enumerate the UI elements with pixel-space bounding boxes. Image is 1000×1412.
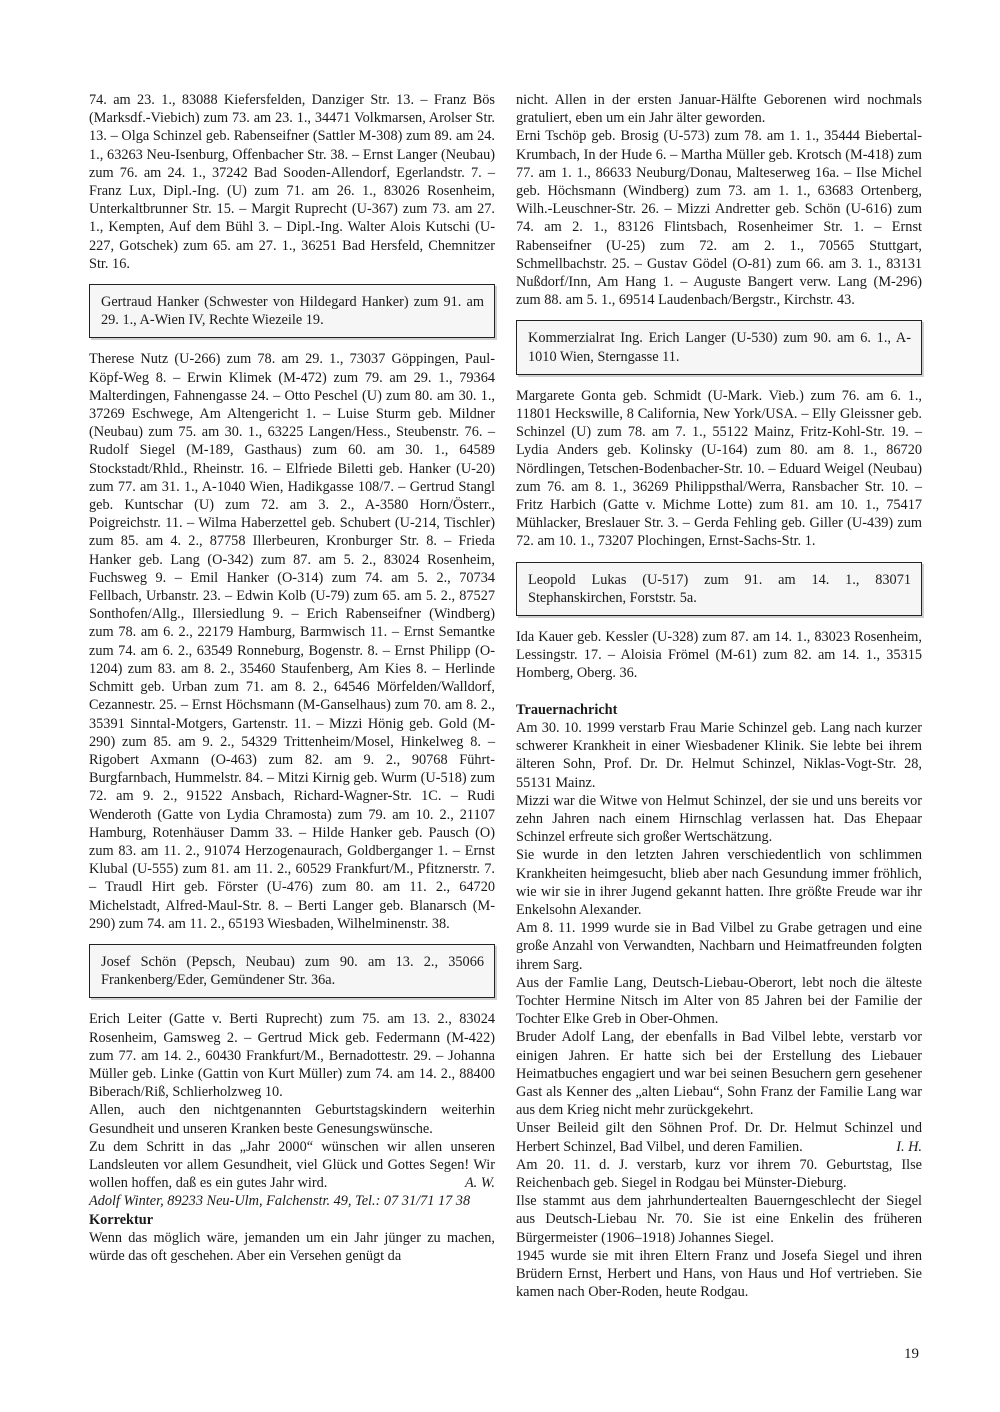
birthday-list-paragraph: Ida Kauer geb. Kessler (U-328) zum 87. am 14. 1., 83023 Rosenheim, Lessingstr. 17. – Aloisia Frömel (M-61) zum 82. am 14. 1., 35315 Homberg, Oberg. 36. bbox=[516, 629, 922, 682]
highlight-box-josef-schoen bbox=[89, 944, 495, 998]
korrektur-paragraph: Wenn das möglich wäre, jemanden um ein Jahr jünger zu machen, würde das oft geschehen. Aber ein Versehen genügt da bbox=[89, 1229, 495, 1264]
highlight-box-leopold-lukas bbox=[516, 562, 922, 616]
obituary-paragraph: Bruder Adolf Lang, der ebenfalls in Bad Vilbel lebte, verstarb vor einigen Jahren. Er hatte sich bei der Erstellung des Liebauer Heimatbuches engagiert und war bei seinen Besuchern gern gesehener Gast als Kenner des „alten Liebau“, Sohn Franz der Familie Lang war aus dem Krieg nicht mehr zurückgekehrt. bbox=[516, 1029, 922, 1119]
obituary-paragraph: Am 20. 11. d. J. verstarb, kurz vor ihrem 70. Geburtstag, Ilse Reichenbach geb. Siegel in Rodgau bei Münster-Dieburg. bbox=[516, 1156, 922, 1191]
obituary-paragraph: Aus der Famlie Lang, Deutsch-Liebau-Oberort, lebt noch die älteste Tochter Hermine Nitsch im Alter von 85 Jahren bei der Familie der Tochter Elke Greb in Ober-Ohmen. bbox=[516, 974, 922, 1028]
new-year-text: Zu dem Schritt in das „Jahr 2000“ wünschen wir allen unseren Landsleuten vor allem Gesundheit, viel Glück und Gottes Segen! Wir wollen hoffen, daß es ein gutes Jahr wird. bbox=[89, 1138, 495, 1192]
obituary-paragraph: 1945 wurde sie mit ihren Eltern Franz und Josefa Siegel und ihren Brüdern Ernst, Herbert und Hans, von Haus und Hof vertrieben. Sie kamen nach Ober-Roden, heute Rodgau. bbox=[516, 1247, 922, 1301]
signature-initials: A. W. bbox=[464, 1175, 495, 1192]
obituary-paragraph: Mizzi war die Witwe von Helmut Schinzel, der sie und uns bereits vor zehn Jahren nach einem Hirnschlag verlassen hat. Das Ehepaar Schinzel erfreute sich großer Wertschätzung. bbox=[516, 792, 922, 846]
birthday-list-paragraph: Therese Nutz (U-266) zum 78. am 29. 1., 73037 Göppingen, Paul-Köpf-Weg 8. – Erwin Klimek (M-472) zum 79. am 29. 1., 79364 Malterdingen, Fahnengasse 24. – Otto Peschel (U) zum 80. am 30. 1., 37269 Eschwege, Am Altengericht 1. – Luise Sturm geb. Mildner (Neubau) zum 75. am 30. 1., 63225 Langen/Hess., Steubenstr. 76. – Rudolf Siegel (M-189, Gasthaus) zum 60. am 30. 1., 64589 Stockstadt/Rhld., Rheinstr. 16. – Elfriede Biletti geb. Hanker (U-20) zum 77. am 31. 1., A-1040 Wien, Hadikgasse 108/7. – Gertrud Stangl geb. Kuntschar (U) zum 72. am 3. 2., A-3580 Horn/Österr., Poigreichstr. 11. – Wilma Haberzettel geb. Schubert (U-214, Tischler) zum 85. am 4. 2., 87758 Illerbeuren, Kronburger Str. 8. – Frieda Hanker geb. Lang (O-342) zum 87. am 5. 2., 83024 Rosenheim, Fuchsweg 9. – Emil Hanker (O-314) zum 74. am 5. 2., 70734 Fellbach, Urbanstr. 23. – Edwin Kolb (U-79) zum 65. am 5. 2., 87527 Sonthofen/Allg., Illersiedlung 9. – Erich Rabenseifner (Windberg) zum 78. am 6. 2., 22179 Hamburg, Barmwisch 11. – Ernst Semantke zum 74. am 6. 2., 63549 Ronneburg, Bogenstr. 8. – Ernst Philipp (O-1204) zum 83. am 8. 2., 35460 Staufenberg, Am Kies 8. – Herlinde Schmitt geb. Urban zum 71. am 8. 2., 64546 Mörfelden/Walldorf, Cezannestr. 25. – Ernst Höchsmann (M-Ganselhaus) zum 70. am 8. 2., 35391 Sinntal-Motgers, Gartenstr. 11. – Mizzi Hönig geb. Gold (M-290) zum 85. am 9. 2., 54329 Trittenheim/Mosel, Hinkelweg 8. – Rigobert Axmann (O-463) zum 82. am 9. 2., 90768 Führt-Burgfarnbach, Hummelstr. 84. – Mitzi Kirnig geb. Wurm (U-518) zum 72. am 9. 2., 91522 Ansbach, Richard-Wagner-Str. 1C. – Rudi Wenderoth (Gatte von Lydia Chramosta) zum 79. am 10. 2., 21107 Hamburg, Rotenhäuser Damm 33. – Hilde Hanker geb. Pausch (O) zum 83. am 11. 2., 91074 Herzogenaurach, Goldberganger 1. – Ernst Klubal (U-555) zum 81. am 11. 2., 60529 Frankfurt/M., Pfitznerstr. 7. – Traudl Hirt geb. Förster (U-476) zum 80. am 11. 2., 64720 Michelstadt, Alfred-Maul-Str. 8. – Berti Langer geb. Blanarsch (M-290) zum 74. am 11. 2., 65193 Wiesbaden, Wilhelminenstr. 38. bbox=[89, 351, 495, 932]
signature-initials: I. H. bbox=[896, 1138, 922, 1155]
new-year-paragraph bbox=[89, 1138, 495, 1193]
obituary-paragraph: Sie wurde in den letzten Jahren verschiedentlich von schlimmen Krankheiten heimgesucht, blieb aber nach Gesundung immer fröhlich, wie wir sie in ihrer Jugend gekannt hatten. Ihre größte Freude war ihr Enkelsohn Alexander. bbox=[516, 847, 922, 918]
obituary-text: Unser Beileid gilt den Söhnen Prof. Dr. Dr. Helmut Schinzel und Herbert Schinzel, Bad Vilbel, und deren Familien. bbox=[516, 1120, 922, 1155]
obituary-paragraph: Am 8. 11. 1999 wurde sie in Bad Vilbel zu Grabe getragen und eine große Anzahl von Verwandten, Nachbarn und Heimatfreunden folgten ihrem Sarg. bbox=[516, 920, 922, 973]
korrektur-heading: Korrektur bbox=[89, 1211, 154, 1228]
obituary-paragraph-signed bbox=[516, 1119, 922, 1155]
highlight-box-text: Kommerzialrat Ing. Erich Langer (U-530) zum 90. am 6. 1., A-1010 Wien, Sterngasse 11. bbox=[528, 330, 911, 365]
left-column bbox=[89, 91, 495, 1265]
birthday-list-paragraph: Erich Leiter (Gatte v. Berti Ruprecht) zum 75. am 13. 2., 83024 Rosenheim, Gamsweg 2. – Gertrud Mick geb. Federmann (M-422) zum 77. am 14. 2., 60430 Frankfurt/M., Bernadottestr. 29. – Johanna Müller geb. Linke (Gattin von Kurt Müller) zum 74. am 14. 2., 88400 Biberach/Riß, Schlierholzweg 10. bbox=[89, 1011, 495, 1101]
right-column bbox=[516, 91, 922, 1301]
birthday-list-paragraph: Erni Tschöp geb. Brosig (U-573) zum 78. am 1. 1., 35444 Biebertal-Krumbach, In der Hude 6. – Martha Müller geb. Krotsch (M-418) zum 77. am 1. 1., 86633 Neuburg/Donau, Malteserweg 16a. – Ilse Michel geb. Höchsmann (Windberg) zum 73. am 1. 1., 63683 Ortenberg, Wilh.-Leuschner-Str. 26. – Mizzi Andretter geb. Schön (U-616) zum 74. am 2. 1., 83126 Flintsbach, Rosenheimer Str. 1. – Ernst Rabenseifner (U-25) zum 72. am 2. 1., 70565 Stuttgart, Schmellbachstr. 25. – Gustav Gödel (O-81) zum 66. am 3. 1., 83131 Nußdorf/Inn, Am Hang 1. – Auguste Bangert verw. Lang (M-296) zum 88. am 5. 1., 69514 Laudenbach/Bergstr., Kirchstr. 43. bbox=[516, 128, 922, 309]
wishes-paragraph: Allen, auch den nichtgenannten Geburtstagskindern weiterhin Gesundheit und unseren Kranken beste Genesungswünsche. bbox=[89, 1102, 495, 1137]
highlight-box-text: Leopold Lukas (U-517) zum 91. am 14. 1., 83071 Stephanskirchen, Forststr. 5a. bbox=[528, 571, 911, 606]
highlight-box-text: Josef Schön (Pepsch, Neubau) zum 90. am 13. 2., 35066 Frankenberg/Eder, Gemündener Str. 36a. bbox=[101, 953, 484, 989]
birthday-list-paragraph: Margarete Gonta geb. Schmidt (U-Mark. Vieb.) zum 76. am 6. 1., 11801 Heckswille, 8 California, New York/USA. – Elly Gleissner geb. Schinzel (U) zum 78. am 7. 1., 55122 Mainz, Fritz-Kohl-Str. 19. – Lydia Anders geb. Kolinsky (U-164) zum 80. am 8. 1., 86720 Nördlingen, Tetschen-Bodenbacher-Str. 10. – Eduard Weigel (Neubau) zum 76. am 8. 1., 36269 Philippsthal/Werra, Ransbacher Str. 10. – Fritz Harbich (Gatte v. Michme Lotte) zum 81. am 10. 1., 75417 Mühlacker, Breslauer Str. 3. – Gerda Fehling geb. Giller (U-439) zum 72. am 10. 1., 73207 Plochingen, Ernst-Sachs-Str. 1. bbox=[516, 387, 922, 550]
obituary-paragraph: Am 30. 10. 1999 verstarb Frau Marie Schinzel geb. Lang nach kurzer schwerer Krankheit in einer Wiesbadener Klinik. Sie lebte bei ihrem älteren Sohn, Prof. Dr. Dr. Helmut Schinzel, Niklas-Vogt-Str. 28, 55131 Mainz. bbox=[516, 719, 922, 791]
korrektur-continuation: nicht. Allen in der ersten Januar-Hälfte Geborenen wird nochmals gratuliert, eben um ein Jahr älter geworden. bbox=[516, 92, 922, 127]
highlight-box-gertraud-hanker bbox=[89, 284, 495, 338]
trauernachricht-heading: Trauernachricht bbox=[516, 701, 618, 718]
highlight-box-erich-langer bbox=[516, 320, 922, 374]
birthday-list-paragraph: 74. am 23. 1., 83088 Kiefersfelden, Danziger Str. 13. – Franz Bös (Marksdf.-Viebich) zum 73. am 23. 1., 34471 Volkmarsen, Arolser Str. 13. – Olga Schinzel geb. Rabenseifner (Sattler M-308) zum 89. am 24. 1., 63263 Neu-Isenburg, Offenbacher Str. 38. – Ernst Langer (Neubau) zum 76. am 24. 1., 37242 Bad Sooden-Allendorf, Egerlandstr. 7. – Franz Lux, Dipl.-Ing. (U) zum 71. am 26. 1., 83026 Rosenheim, Unterkaltbrunner Str. 15. – Margit Ruprecht (U-367) zum 73. am 27. 1., Kempten, Auf dem Bühl 3. – Dipl.-Ing. Walter Alois Kutschi (U-227, Gotschek) zum 65. am 27. 1., 36251 Bad Hersfeld, Chemnitzer Str. 16. bbox=[89, 92, 495, 272]
author-address: Adolf Winter, 89233 Neu-Ulm, Falchenstr. 49, Tel.: 07 31/71 17 38 bbox=[89, 1193, 471, 1210]
obituary-paragraph: Ilse stammt aus dem jahrhundertealten Bauerngeschlecht der Siegel aus Deutsch-Liebau Nr. 70. Sie ist eine Enkelin des früheren Bürgermeister (1906–1918) Johannes Siegel. bbox=[516, 1193, 922, 1246]
page-number: 19 bbox=[904, 1346, 919, 1362]
highlight-box-text: Gertraud Hanker (Schwester von Hildegard Hanker) zum 91. am 29. 1., A-Wien IV, Rechte Wiezeile 19. bbox=[101, 294, 484, 329]
